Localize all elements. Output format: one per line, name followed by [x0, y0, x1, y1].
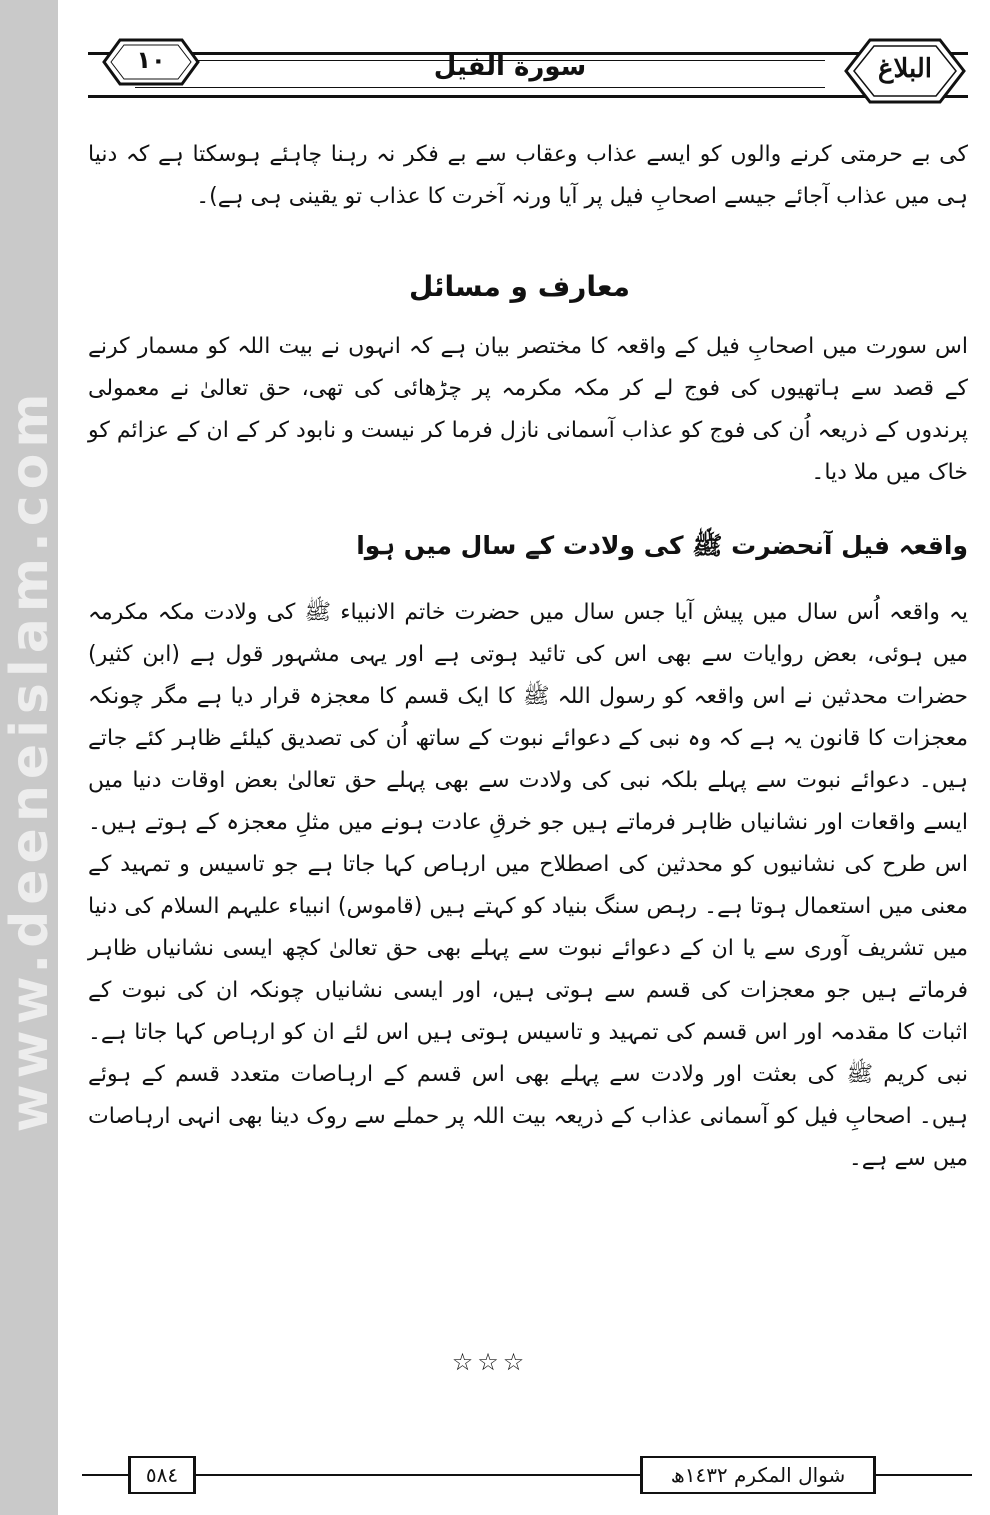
footer-page-number: ٥٨٤ [128, 1456, 196, 1494]
section-heading-maarif: معارف و مسائل [408, 270, 630, 303]
logo-text: البلاغ [877, 54, 933, 84]
logo [840, 36, 970, 106]
footer-issue-date: شوال المکرم ١٤٣٢ھ [640, 1456, 876, 1494]
page-title: سورة الفيل [433, 52, 587, 82]
watermark-strip [0, 0, 58, 1515]
intro-paragraph: کی بے حرمتی کرنے والوں کو ایسے عذاب وعقاب سے بے فکر نہ رہنا چاہئے ہوسکتا ہے کہ دنیا ہی میں عذاب آجائے جیسے اصحابِ فیل پر آیا ورنہ آخرت کا عذاب تو یقینی ہی ہے)۔ [88, 142, 968, 209]
header-page-number-badge [96, 36, 206, 88]
section1-paragraph: اس سورت میں اصحابِ فیل کے واقعہ کا مختصر بیان ہے کہ انہوں نے بیت اللہ کو مسمار کرنے کے قصد سے ہاتھیوں کی فوج لے کر مکہ مکرمہ پر چڑھائی کی تھی، حق تعالیٰ نے معمولی پرندوں کے ذریعہ اُن کی فوج کو عذاب آسمانی نازل فرما کر نیست و نابود کر کے ان کے عزائم کو خاک میں ملا دیا۔ [88, 334, 968, 485]
header-page-number: ١٠ [136, 46, 166, 74]
section2-paragraph: یہ واقعہ اُس سال میں پیش آیا جس سال میں حضرت خاتم الانبیاء ﷺ کی ولادت مکہ مکرمہ میں ہوئی، بعض روایات سے بھی اس کی تائید ہوتی ہے اور یہی مشہور قول ہے (ابن کثیر) حضرات محدثین نے اس واقعہ کو رسول اللہ ﷺ کا ایک قسم کا معجزہ قرار دیا ہے مگر چونکہ معجزات کا قانون یہ ہے کہ وہ نبی کے دعوائے نبوت کے ساتھ اُن کی تصدیق کیلئے ظاہر کئے جاتے ہیں۔ دعوائے نبوت سے پہلے بلکہ نبی کی ولادت سے بھی پہلے حق تعالیٰ بعض اوقات دنیا میں ایسے واقعات اور نشانیاں ظاہر فرماتے ہیں جو خرقِ عادت ہونے میں مثلِ معجزہ کے ہوتے ہیں۔ اس طرح کی نشانیوں کو محدثین کی اصطلاح میں ارہاص کہا جاتا ہے جو تاسیس و تمہید کے معنی میں استعمال ہوتا ہے۔ رہص سنگ بنیاد کو کہتے ہیں (قاموس) انبیاء علیہم السلام کی دنیا میں تشریف آوری سے یا ان کے دعوائے نبوت سے پہلے بھی حق تعالیٰ کچھ ایسی نشانیاں ظاہر فرماتے ہیں جو معجزات کی قسم سے ہوتی ہیں، اور ایسی نشانیاں چونکہ ان کی نبوت کے اثبات کا مقدمہ اور اس قسم کی تمہید و تاسیس ہوتی ہیں اس لئے ان کو ارہاص کہا جاتا ہے۔ نبی کریم ﷺ کی بعثت اور ولادت سے پہلے بھی اس قسم کے ارہاصات متعدد قسم کے ہوئے ہیں۔ اصحابِ فیل کو آسمانی عذاب کے ذریعہ بیت اللہ پر حملے سے روک دینا بھی انہی ارہاصات میں سے ہے۔ [88, 600, 968, 1171]
section-heading-birth-year: واقعہ فیل آنحضرت ﷺ کی ولادت کے سال میں ہوا [356, 531, 968, 560]
end-stars: ☆☆☆ [451, 1348, 529, 1376]
watermark-text: www.deeneislam.com [0, 387, 60, 1133]
